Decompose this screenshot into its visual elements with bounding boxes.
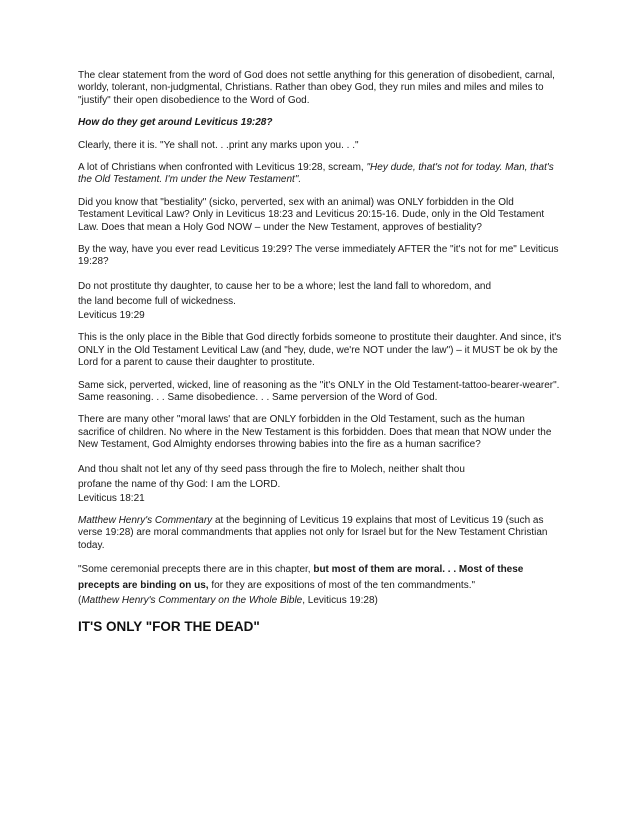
paragraph-quote-verse: Clearly, there it is. "Ye shall not. . .print any marks upon you. . ." [78,139,359,151]
commentary-quote [78,562,562,609]
paragraph-leviticus-1929: By the way, have you ever read Leviticus 19:29? The verse immediately AFTER the "it's not for me" Leviticus 19:28? [78,244,559,268]
verse-block-1821 [78,462,562,505]
verse-reference: Leviticus 18:21 [78,492,145,504]
citation-title: Matthew Henry's Commentary on the Whole Bible [81,595,303,607]
verse-block-1929 [78,279,562,322]
paragraph-moral-laws: There are many other "moral laws' that are ONLY forbidden in the Old Testament, such as the human sacrifice of children. No where in the New Testament is this forbidden. Does that mean that NOW under the New Testament, God Almighty endorses throwing babies into the fire as a human sacrifice? [78,414,552,451]
quote-end: for they are expositions of most of the ten commandments." [208,579,476,591]
document-page [78,70,562,635]
quote-bold: but most of them are moral. . . Most of these precepts are binding on us, [78,564,524,591]
scream-lead: A lot of Christians when confronted with Leviticus 19:28, scream, [78,162,367,174]
verse-line: the land become full of wickedness. [78,296,236,308]
verse-line: And thou shalt not let any of thy seed pass through the fire to Molech, neither shalt thou [78,463,465,475]
commentary-title: Matthew Henry's Commentary [78,514,213,526]
paragraph-same-reasoning: Same sick, perverted, wicked, line of reasoning as the "it's ONLY in the Old Testament-tattoo-bearer-wearer". Same reasoning. . . Same disobedience. . . Same perversion of the Word of God. [78,379,560,403]
citation-open: ( [78,595,82,607]
paragraph-christians-scream [78,162,562,187]
verse-reference: Leviticus 19:29 [78,309,145,321]
question-heading: How do they get around Leviticus 19:28? [78,117,273,129]
paragraph-matthew-henry [78,515,562,552]
verse-line: Do not prostitute thy daughter, to cause her to be a whore; lest the land fall to whoredom, and [78,280,492,292]
commentary-text: at the beginning of Leviticus 19 explains that most of Leviticus 19 (such as verse 19:28) are moral commandments that applies not only for Israel but for the New Testament Christian today. [78,514,548,551]
section-heading: IT'S ONLY "FOR THE DEAD" [78,618,260,634]
paragraph-bestiality: Did you know that "bestiality" (sicko, perverted, sex with an animal) was ONLY forbidden in the Old Testament Levitical Law? Only in Leviticus 18:23 and Leviticus 20:15-16. Dude, only in the Old Testament Law. Does that mean a Holy God NOW – under the New Testament, approves of bestiality? [78,196,545,233]
paragraph-intro: The clear statement from the word of God does not settle anything for this generation of disobedient, carnal, worldy, tolerant, non-judgmental, Christians. Rather than obey God, they run miles and miles and miles to "justify" their open disobedience to the Word of God. [78,70,555,106]
citation-ref: , Leviticus 19:28) [302,595,378,607]
quote-start: "Some ceremonial precepts there are in this chapter, [78,564,314,576]
scream-quote: "Hey dude, that's not for today. Man, that's the Old Testament. I'm under the New Testament". [78,162,554,186]
verse-line: profane the name of thy God: I am the LORD. [78,479,281,491]
paragraph-prostitute: This is the only place in the Bible that God directly forbids someone to prostitute their daughter. And since, it's ONLY in the Old Testament Levitical Law (and "hey, dude, we're NOT under the law") – it MUST be ok by the Lord for a parent to cause their daughter to prostitute. [78,332,562,369]
